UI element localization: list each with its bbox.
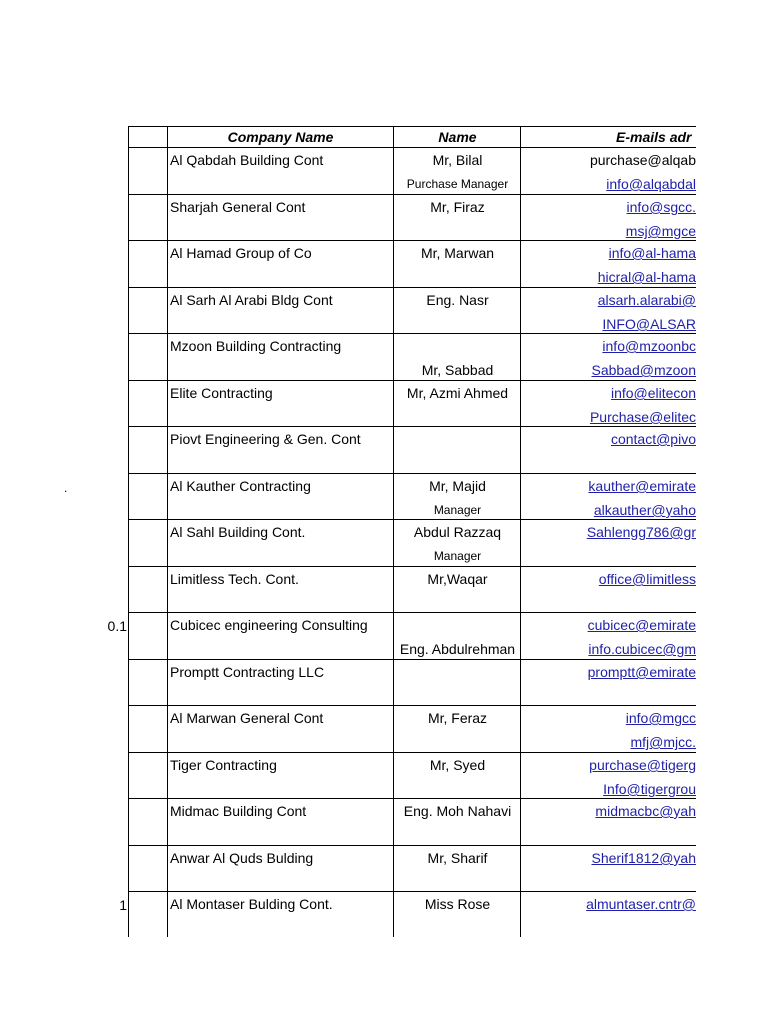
company-name-cell: Mzoon Building Contracting bbox=[170, 338, 342, 354]
company-name-cell: Al Montaser Bulding Cont. bbox=[170, 896, 333, 912]
company-name-cell: Al Sarh Al Arabi Bldg Cont bbox=[170, 292, 333, 308]
email-link[interactable]: info@elitecon bbox=[610, 385, 696, 401]
company-name-cell: Cubicec engineering Consulting bbox=[170, 617, 368, 633]
row-border bbox=[129, 891, 696, 892]
company-name-cell: Al Marwan General Cont bbox=[170, 710, 324, 726]
contact-name-cell: Eng. Moh Nahavi bbox=[403, 803, 512, 819]
email-link[interactable]: msj@mgce bbox=[625, 223, 696, 239]
row-border bbox=[129, 612, 696, 613]
email-link[interactable]: almuntaser.cntr@ bbox=[586, 896, 696, 912]
row-border bbox=[129, 705, 696, 706]
row-border bbox=[129, 194, 696, 195]
email-link[interactable]: info@mzoonbc bbox=[602, 338, 696, 354]
email-link[interactable]: Purchase@elitec bbox=[589, 409, 696, 425]
email-link[interactable]: Sabbad@mzoon bbox=[591, 362, 696, 378]
email-link[interactable]: office@limitless bbox=[598, 571, 696, 587]
company-name-cell: Anwar Al Quds Bulding bbox=[170, 850, 314, 866]
contact-name-cell: Mr, Syed bbox=[429, 757, 486, 773]
contact-title-cell: Mr, Sabbad bbox=[421, 362, 494, 378]
row-marker-17: 1 bbox=[119, 897, 127, 913]
row-border bbox=[129, 752, 696, 753]
column-border bbox=[167, 126, 168, 937]
contact-title-cell: Eng. Abdulrehman bbox=[399, 641, 516, 657]
contact-name-cell: Mr, Sharif bbox=[427, 850, 488, 866]
header-bottom-border bbox=[129, 147, 696, 148]
contact-name-cell: Mr, Feraz bbox=[427, 710, 488, 726]
email-link[interactable]: contact@pivo bbox=[610, 431, 696, 447]
row-border bbox=[129, 566, 696, 567]
company-name-cell: Tiger Contracting bbox=[170, 757, 277, 773]
row-border bbox=[129, 519, 696, 520]
email-link[interactable]: INFO@ALSAR bbox=[602, 316, 696, 332]
row-marker-11: 0.1 bbox=[107, 618, 127, 634]
contact-title-cell: Manager bbox=[433, 549, 482, 563]
company-name-cell: Al Kauther Contracting bbox=[170, 478, 311, 494]
header-email: E-mails adr bbox=[616, 129, 692, 145]
company-name-cell: Elite Contracting bbox=[170, 385, 273, 401]
header-company-name: Company Name bbox=[227, 129, 334, 145]
contact-name-cell: Mr, Azmi Ahmed bbox=[406, 385, 509, 401]
stray-dot: . bbox=[64, 481, 68, 495]
contact-name-cell: Mr, Majid bbox=[429, 478, 486, 494]
contact-name-cell: Mr, Marwan bbox=[420, 245, 495, 261]
email-link[interactable]: info@al-hama bbox=[608, 245, 696, 261]
email-link[interactable]: kauther@emirate bbox=[588, 478, 696, 494]
email-link[interactable]: Info@tigergrou bbox=[603, 781, 696, 797]
email-link[interactable]: hicral@al-hama bbox=[597, 269, 696, 285]
company-name-cell: Midmac Building Cont bbox=[170, 803, 307, 819]
email-link[interactable]: info@sgcc. bbox=[626, 199, 696, 215]
email-link[interactable]: cubicec@emirate bbox=[587, 617, 696, 633]
column-border bbox=[393, 126, 394, 937]
email-link[interactable]: info@alqabdal bbox=[606, 176, 696, 192]
column-border bbox=[520, 126, 521, 937]
email-link[interactable]: Sahlengg786@gr bbox=[586, 524, 696, 540]
row-border bbox=[129, 287, 696, 288]
contact-name-cell: Abdul Razzaq bbox=[413, 524, 502, 540]
email-link[interactable]: midmacbc@yah bbox=[595, 803, 696, 819]
row-border bbox=[129, 426, 696, 427]
contact-title-cell: Manager bbox=[433, 503, 482, 517]
contact-name-cell: Mr, Firaz bbox=[430, 199, 485, 215]
company-name-cell: Al Sahl Building Cont. bbox=[170, 524, 306, 540]
email-link: purchase@alqab bbox=[589, 152, 696, 168]
company-name-cell: Al Hamad Group of Co bbox=[170, 245, 312, 261]
email-link[interactable]: purchase@tigerg bbox=[589, 757, 696, 773]
company-name-cell: Limitless Tech. Cont. bbox=[170, 571, 299, 587]
company-name-cell: Piovt Engineering & Gen. Cont bbox=[170, 431, 361, 447]
email-link[interactable]: alkauther@yaho bbox=[593, 502, 696, 518]
email-link[interactable]: info@mgcc bbox=[625, 710, 696, 726]
email-link[interactable]: alsarh.alarabi@ bbox=[597, 292, 696, 308]
header-name: Name bbox=[438, 129, 477, 145]
row-border bbox=[129, 798, 696, 799]
contact-title-cell: Purchase Manager bbox=[406, 177, 509, 191]
column-border bbox=[128, 126, 129, 937]
contact-name-cell: Mr, Bilal bbox=[432, 152, 483, 168]
table-top-border bbox=[129, 126, 696, 127]
row-border bbox=[129, 845, 696, 846]
contact-name-cell: Miss Rose bbox=[424, 896, 491, 912]
row-border bbox=[129, 473, 696, 474]
row-border bbox=[129, 380, 696, 381]
contact-name-cell: Mr,Waqar bbox=[427, 571, 488, 587]
company-name-cell: Sharjah General Cont bbox=[170, 199, 306, 215]
row-border bbox=[129, 240, 696, 241]
email-link[interactable]: info.cubicec@gm bbox=[588, 641, 696, 657]
company-name-cell: Promptt Contracting LLC bbox=[170, 664, 325, 680]
email-link[interactable]: Sherif1812@yah bbox=[591, 850, 696, 866]
contact-name-cell: Eng. Nasr bbox=[426, 292, 489, 308]
row-border bbox=[129, 659, 696, 660]
company-name-cell: Al Qabdah Building Cont bbox=[170, 152, 324, 168]
row-border bbox=[129, 333, 696, 334]
email-link[interactable]: promptt@emirate bbox=[587, 664, 696, 680]
email-link[interactable]: mfj@mjcc. bbox=[630, 734, 696, 750]
